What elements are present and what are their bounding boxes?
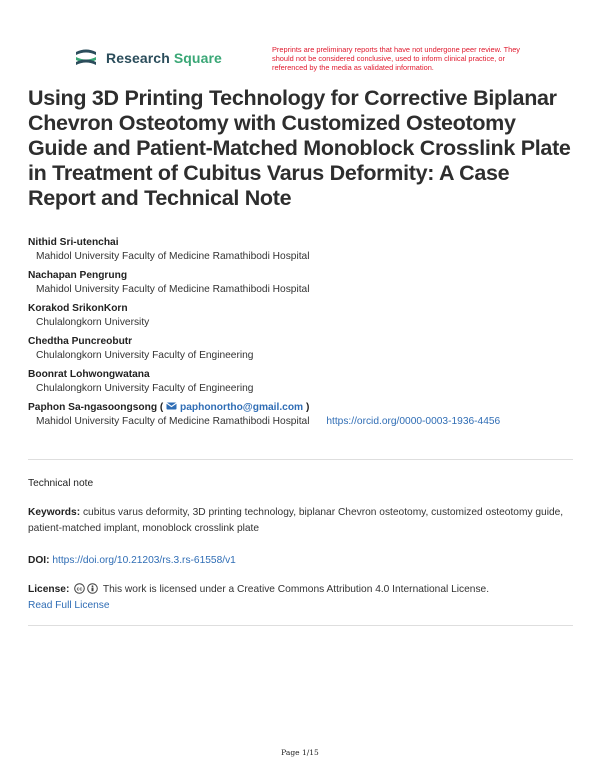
author-name: Nithid Sri-utenchai [28,237,119,248]
author-affiliation: Chulalongkorn University Faculty of Engineering [36,350,254,361]
divider [28,625,573,626]
license-text: This work is licensed under a Creative Commons Attribution 4.0 International License. [102,584,490,595]
author-name: Nachapan Pengrung [28,270,128,281]
author-affiliation [28,415,578,434]
email-link[interactable] [166,402,306,413]
research-square-logo[interactable] [74,47,222,69]
author-affiliation: Chulalongkorn University [36,317,150,328]
cc-icon [74,583,85,594]
author-name: Paphon Sa-ngasoongsong [28,402,158,413]
envelope-icon [166,402,177,410]
svg-text:cc: cc [76,586,83,593]
research-square-logo-icon [74,47,98,69]
paper-title: Using 3D Printing Technology for Corrective Biplanar Chevron Osteotomy with Customized Osteotomy Guide and Patient-Matched Monoblock Crosslink Plate in Treatment of Cubitus Varus Deformity: A Case Report and Technical Note [28,86,571,210]
orcid-link[interactable]: https://orcid.org/0000-0003-1936-4456 [326,416,501,427]
doi-label: DOI: [28,555,50,566]
logo-word-research: Research [106,50,170,66]
author-affiliation: Mahidol University Faculty of Medicine Ramathibodi Hospital [36,251,310,262]
author-name: Chedtha Puncreobutr [28,336,133,347]
logo-text [106,50,222,66]
divider [28,459,573,460]
logo-word-square: Square [173,50,222,66]
cc-badge [74,583,98,594]
author-list [28,236,578,434]
read-full-license-link[interactable]: Read Full License [28,600,110,611]
doi-section [28,553,573,569]
keywords-label: Keywords: [28,507,81,518]
corresponding-author [28,401,578,415]
author-affiliation: Chulalongkorn University Faculty of Engineering [36,383,254,394]
preprint-notice: Preprints are preliminary reports that have not undergone peer review. They should not be considered conclusive, used to inform clinical practice, or referenced by the media as validated information. [272,45,520,72]
doi-link[interactable]: https://doi.org/10.21203/rs.3.rs-61558/v1 [52,555,236,566]
author-affiliation: Mahidol University Faculty of Medicine Ramathibodi Hospital [36,284,310,295]
email-paren-close: ) [305,402,310,413]
keywords-text: cubitus varus deformity, 3D printing technology, biplanar Chevron osteotomy, customized osteotomy guide, patient-matched implant, monoblock crosslink plate [28,507,564,534]
page-number: Page 1/15 [281,748,319,757]
author-name: Korakod SrikonKorn [28,303,128,314]
author-name: Boonrat Lohwongwatana [28,369,150,380]
license-section [28,582,573,614]
keywords-section [28,505,573,537]
by-icon [87,583,98,594]
license-label: License: [28,584,70,595]
email-address: paphonortho@gmail.com [179,402,304,413]
affiliation-text: Mahidol University Faculty of Medicine Ramathibodi Hospital [36,416,310,427]
email-paren-open: ( [159,402,164,413]
article-type: Technical note [28,478,94,489]
